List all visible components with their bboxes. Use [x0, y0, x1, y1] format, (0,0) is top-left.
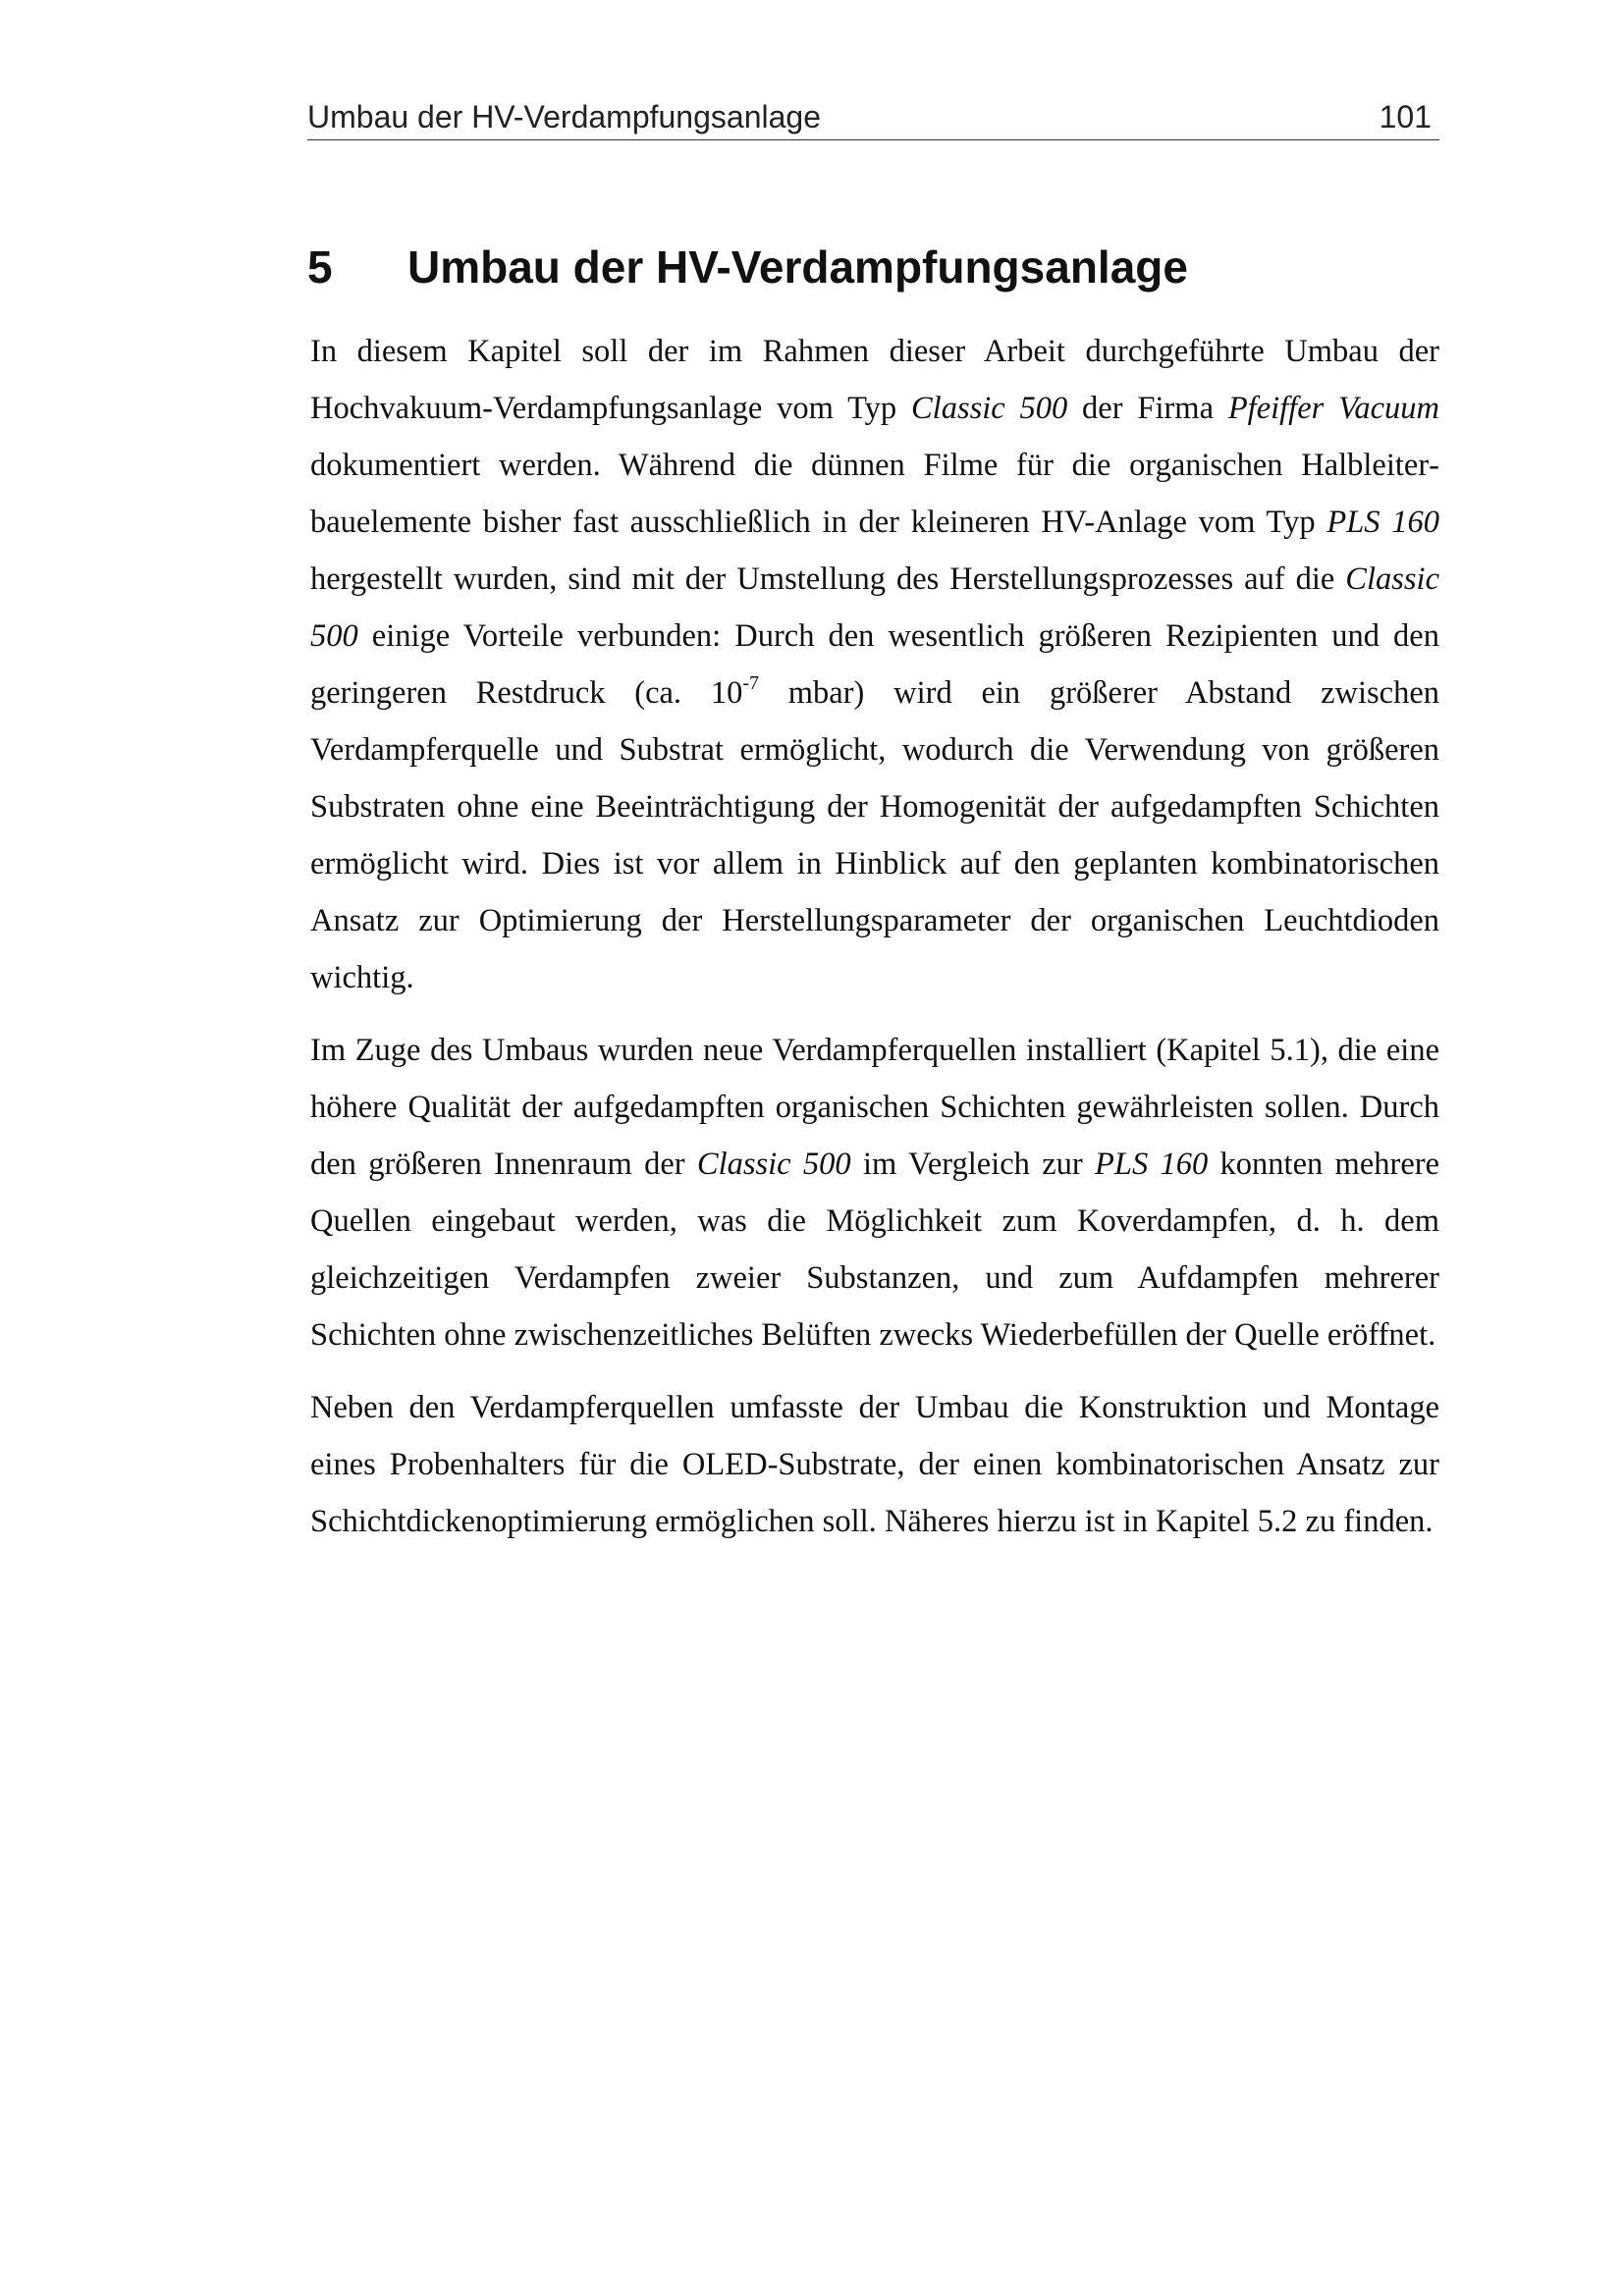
paragraph-text: Neben den Verdampferquellen umfasste der Umbau die Konstruktion und Montage eines Probenhalters für die OLED-Substrate, der einen kombinatorischen Ansatz zur Schichtdickenoptimierung ermöglichen soll. Näheres hierzu ist in Kapitel 5.2 zu finden. [310, 1390, 1439, 1539]
running-header-title: Umbau der HV-Verdampfungsanlage [307, 99, 821, 134]
paragraph-text: im Vergleich zur [850, 1147, 1096, 1182]
body-text [310, 323, 1439, 1550]
device-name: Classic 500 [910, 391, 1068, 426]
paragraph-3 [310, 1379, 1439, 1550]
page-number: 101 [1379, 99, 1432, 134]
device-name: Classic 500 [310, 561, 1439, 654]
running-header [307, 94, 1439, 140]
device-name: Classic 500 [696, 1147, 851, 1182]
chapter-heading [307, 238, 1439, 296]
device-name: PLS 160 [1326, 505, 1439, 540]
paragraph-text: konnten mehrere Quellen eingebaut werden, was die Möglichkeit zum Koverdampfen, d. h. dem gleichzeitigen Verdampfen zweier Substanzen, und zum Aufdampfen mehrerer Schichten ohne zwischenzeitliches Belüften zwecks Wiederbefüllen der Quelle eröffnet. [310, 1147, 1439, 1353]
paragraph-text: der Firma [1067, 391, 1228, 426]
exponent: -7 [742, 672, 759, 694]
company-name: Pfeiffer Vacuum [1227, 391, 1439, 426]
paragraph-text: einige Vorteile verbunden: Durch den wesentlich größeren Rezipienten und den geringeren Restdruck (ca. 10 [310, 618, 1439, 711]
paragraph-text: In diesem Kapitel soll der im Rahmen dieser Arbeit durchgeführte Umbau der Hochvakuum-Verdampfungsanlage vom Typ [310, 334, 1439, 426]
paragraph-text: dokumentiert werden. Während die dünnen Filme für die organischen Halbleiterbauelemente bisher fast ausschließlich in der kleineren HV-Anlage vom Typ [310, 448, 1439, 540]
paragraph-text: hergestellt wurden, sind mit der Umstellung des Herstellungsprozesses auf die [310, 561, 1346, 597]
paragraph-text: mbar) wird ein größerer Abstand zwischen Verdampferquelle und Substrat ermöglicht, wodurch die Verwendung von größeren Substraten ohne eine Beeinträchtigung der Homogenität der aufgedampften Schichten ermöglicht wird. Dies ist vor allem in Hinblick auf den geplanten kombinatorischen Ansatz zur Optimierung der Herstellungsparameter der organischen Leuchtdioden wichtig. [310, 675, 1439, 995]
paragraph-1 [310, 323, 1439, 1006]
device-name: PLS 160 [1095, 1147, 1209, 1182]
paragraph-text: Im Zuge des Umbaus wurden neue Verdampferquellen installiert (Kapitel 5.1), die eine höhere Qualität der aufgedampften organischen Schichten gewährleisten sollen. Durch den größeren Innenraum der [310, 1033, 1439, 1182]
paragraph-2 [310, 1022, 1439, 1363]
chapter-number: 5 [307, 241, 333, 293]
chapter-title: Umbau der HV-Verdampfungsanlage [407, 241, 1188, 293]
